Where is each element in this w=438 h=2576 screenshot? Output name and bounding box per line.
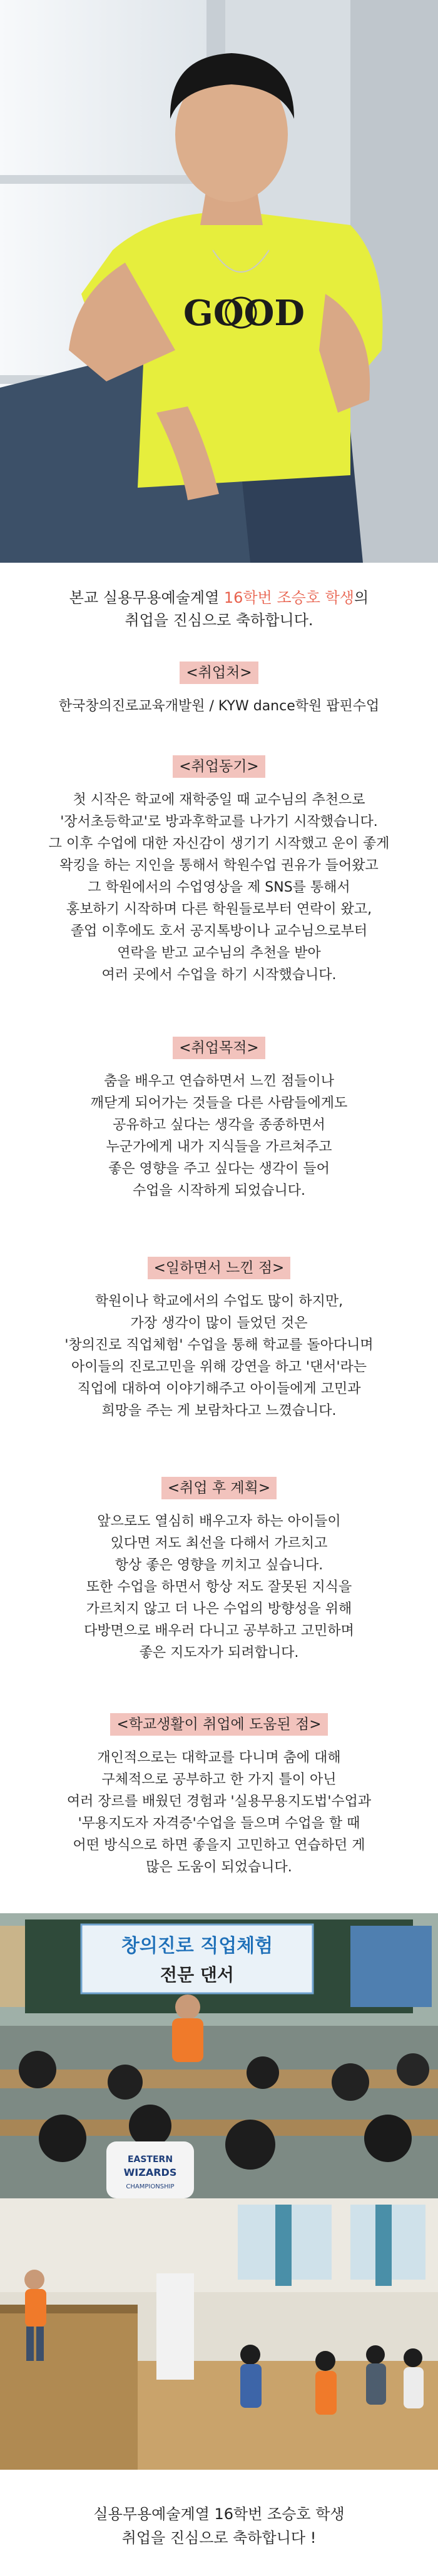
section-line: 춤을 배우고 연습하면서 느낀 점들이나 <box>103 1074 334 1089</box>
closing-block <box>0 2502 438 2550</box>
intro-line-1 <box>0 586 438 609</box>
section-line: 여러 장르를 배웠던 경험과 '실용무용지도법'수업과 <box>66 1794 372 1809</box>
section-line: '장서초등학교'로 방과후학교를 나가기 시작했습니다. <box>60 814 378 830</box>
hero-photo <box>0 0 438 563</box>
section-line: 그 이후 수업에 대한 자신감이 생기기 시작했고 운이 좋게 <box>48 836 390 852</box>
section-line: 깨닫게 되어가는 것들을 다른 사람들에게도 <box>90 1095 348 1111</box>
section-line: 아이들의 진로고민을 위해 강연을 하고 '댄서'라는 <box>71 1359 367 1375</box>
section-purpose <box>0 1037 438 1202</box>
closing-line-2: 취업을 진심으로 축하합니다 ! <box>121 2529 317 2547</box>
section-line: 연락을 받고 교수님의 추천을 받아 <box>117 945 321 961</box>
section-school-help <box>0 1713 438 1878</box>
section-line: 있다면 저도 최선을 다해서 가르치고 <box>110 1536 328 1551</box>
section-employer <box>0 662 438 717</box>
section-line: '무용지도자 자격증'수업을 들으며 수업을 할 때 <box>78 1816 360 1831</box>
section-heading-employer: <취업처> <box>180 662 258 684</box>
section-line: 가장 생각이 많이 들었던 것은 <box>130 1316 308 1331</box>
section-plans <box>0 1477 438 1664</box>
section-heading-motivation: <취업동기> <box>173 755 265 778</box>
intro-student-name: 16학번 조승호 학생 <box>223 589 354 606</box>
section-line: 항상 좋은 영향을 끼치고 싶습니다. <box>115 1557 323 1573</box>
shirt-print-line-3: CHAMPIONSHIP <box>126 2183 175 2190</box>
section-heading-reflection: <일하면서 느낀 점> <box>148 1257 291 1279</box>
section-line: 여러 곳에서 수업을 하기 시작했습니다. <box>101 967 337 983</box>
section-motivation <box>0 755 438 986</box>
section-line: 많은 도움이 되었습니다. <box>146 1859 292 1875</box>
section-line: 다방면으로 배우러 다니고 공부하고 고민하며 <box>84 1623 354 1639</box>
section-heading-plans: <취업 후 계획> <box>161 1477 277 1499</box>
dance-class-photo <box>0 2198 438 2470</box>
section-line: 그 학원에서의 수업영상을 제 SNS를 통해서 <box>88 880 350 895</box>
hero-shirt-print: GOOD <box>183 293 305 334</box>
section-line: 한국창의진로교육개발원 / KYW dance학원 팝핀수업 <box>58 698 380 714</box>
section-line: 첫 시작은 학교에 재학중일 때 교수님의 추천으로 <box>73 792 365 808</box>
intro-text-before: 본교 실용무용예술계열 <box>69 589 224 606</box>
section-line: 구체적으로 공부하고 한 가지 틀이 아닌 <box>101 1772 337 1788</box>
section-line: 앞으로도 열심히 배우고자 하는 아이들이 <box>97 1514 341 1529</box>
section-line: 가르치지 않고 더 나은 수업의 방향성을 위해 <box>86 1601 352 1617</box>
intro-line-2: 취업을 진심으로 축하합니다. <box>125 611 313 629</box>
section-line: 희망을 주는 게 보람차다고 느꼈습니다. <box>101 1403 337 1419</box>
section-heading-school-help: <학교생활이 취업에 도움된 점> <box>110 1713 327 1736</box>
section-line: 좋은 영향을 주고 싶다는 생각이 들어 <box>108 1161 330 1177</box>
section-line: 누군가에게 내가 지식들을 가르쳐주고 <box>106 1139 332 1155</box>
section-line: 수업을 시작하게 되었습니다. <box>132 1183 305 1199</box>
shirt-print-line-1: EASTERN <box>127 2155 173 2165</box>
section-line: 홍보하기 시작하며 다른 학원들로부터 연락이 왔고, <box>66 902 372 917</box>
banner-title: 창의진로 직업체험 <box>121 1935 273 1957</box>
intro-text-after: 의 <box>354 589 369 606</box>
section-line: 왁킹을 하는 지인을 통해서 학원수업 권유가 들어왔고 <box>59 858 379 873</box>
section-line: 또한 수업을 하면서 항상 저도 잘못된 지식을 <box>86 1579 352 1595</box>
section-line: 좋은 지도자가 되려합니다. <box>139 1645 299 1661</box>
closing-line-1: 실용무용예술계열 16학번 조승호 학생 <box>93 2505 345 2523</box>
section-line: 직업에 대하여 이야기해주고 아이들에게 고민과 <box>77 1381 361 1397</box>
classroom-photo <box>0 1913 438 2198</box>
section-line: 공유하고 싶다는 생각을 종종하면서 <box>113 1117 325 1133</box>
section-heading-purpose: <취업목적> <box>173 1037 265 1059</box>
shirt-print-line-2: WIZARDS <box>123 2166 177 2178</box>
section-reflection <box>0 1257 438 1422</box>
section-line: '창의진로 직업체험' 수업을 통해 학교를 돌아다니며 <box>64 1337 374 1353</box>
section-line: 어떤 방식으로 하면 좋을지 고민하고 연습하던 게 <box>73 1838 365 1853</box>
section-line: 졸업 이후에도 호서 공지톡방이나 교수님으로부터 <box>70 923 368 939</box>
section-line: 개인적으로는 대학교를 다니며 춤에 대해 <box>97 1750 341 1766</box>
section-line: 학원이나 학교에서의 수업도 많이 하지만, <box>94 1294 344 1309</box>
banner-subtitle: 전문 댄서 <box>160 1965 234 1985</box>
intro-block <box>0 586 438 631</box>
